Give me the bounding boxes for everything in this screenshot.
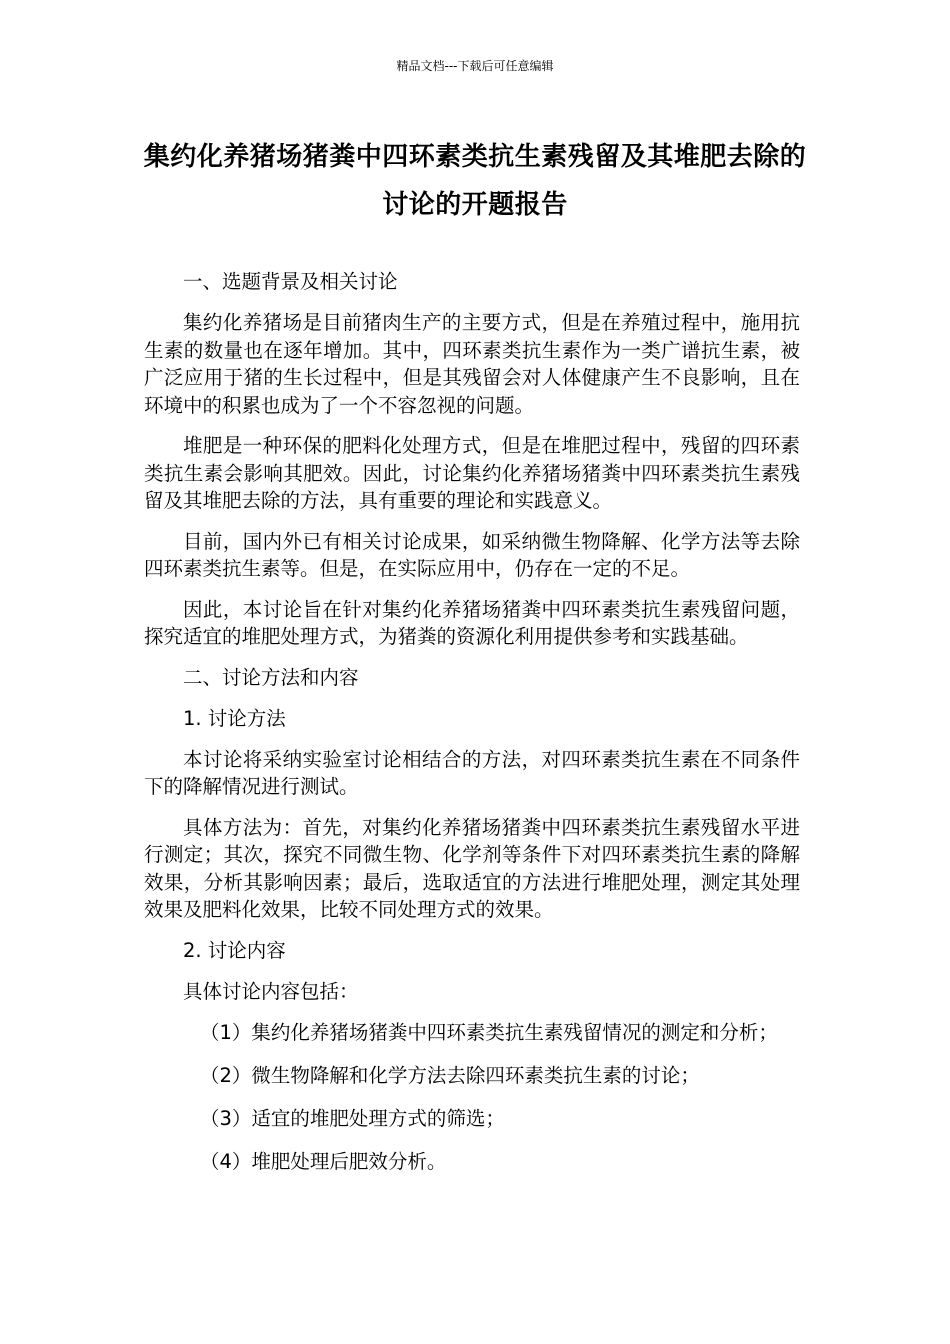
- paragraph: 本讨论将采纳实验室讨论相结合的方法，对四环素类抗生素在不同条件下的降解情况进行测试。: [144, 747, 800, 798]
- subsection-heading-methods: 1. 讨论方法: [183, 706, 286, 730]
- paragraph: 目前，国内外已有相关讨论成果，如采纳微生物降解、化学方法等去除四环素类抗生素等。但是，在实际应用中，仍存在一定的不足。: [144, 529, 800, 580]
- page-header: 精品文档---下载后可任意编辑: [396, 59, 554, 73]
- list-item: （3）适宜的堆肥处理方式的筛选；: [200, 1106, 505, 1130]
- paragraph: 因此，本讨论旨在针对集约化养猪场猪粪中四环素类抗生素残留问题，探究适宜的堆肥处理方式，为猪粪的资源化利用提供参考和实践基础。: [144, 597, 800, 648]
- paragraph: 集约化养猪场是目前猪肉生产的主要方式，但是在养殖过程中，施用抗生素的数量也在逐年增加。其中，四环素类抗生素作为一类广谱抗生素，被广泛应用于猪的生长过程中，但是其残留会对人体健康产生不良影响，且在环境中的积累也成为了一个不容忽视的问题。: [144, 311, 800, 417]
- list-item: （4）堆肥处理后肥效分析。: [200, 1149, 447, 1173]
- document-body: [144, 268, 800, 1191]
- document-title: 集约化养猪场猪粪中四环素类抗生素残留及其堆肥去除的讨论的开题报告: [143, 142, 807, 220]
- section-heading-methods: 二、讨论方法和内容: [183, 665, 359, 689]
- paragraph: 具体方法为：首先，对集约化养猪场猪粪中四环素类抗生素残留水平进行测定；其次，探究不同微生物、化学剂等条件下对四环素类抗生素的降解效果，分析其影响因素；最后，选取适宜的方法进行堆肥处理，测定其处理效果及肥料化效果，比较不同处理方式的效果。: [144, 815, 800, 921]
- list-item: （1）集约化养猪场猪粪中四环素类抗生素残留情况的测定和分析；: [200, 1020, 778, 1044]
- paragraph: 具体讨论内容包括：: [183, 979, 359, 1003]
- list-item: （2）微生物降解和化学方法去除四环素类抗生素的讨论；: [200, 1063, 700, 1087]
- subsection-heading-content: 2. 讨论内容: [183, 938, 286, 962]
- section-heading-background: 一、选题背景及相关讨论: [183, 270, 398, 293]
- paragraph: 堆肥是一种环保的肥料化处理方式，但是在堆肥过程中，残留的四环素类抗生素会影响其肥效。因此，讨论集约化养猪场猪粪中四环素类抗生素残留及其堆肥去除的方法，具有重要的理论和实践意义。: [144, 434, 800, 512]
